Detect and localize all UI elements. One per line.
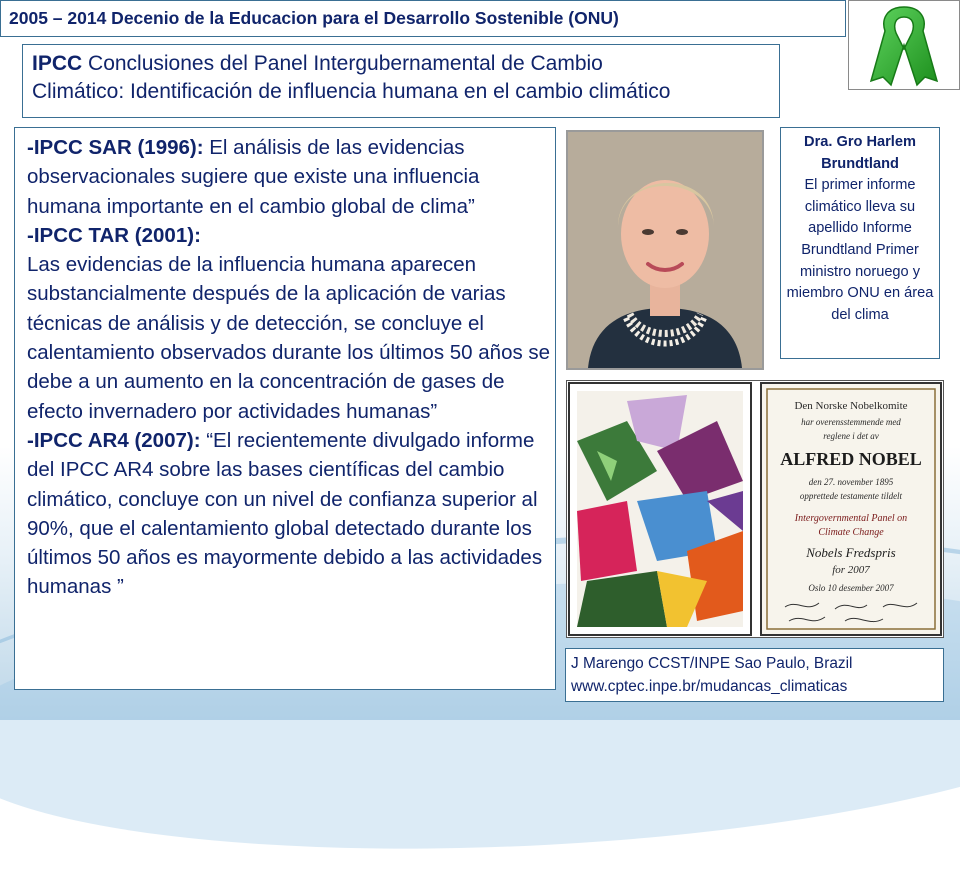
title-line2: Climático: Identificación de influencia humana en el cambio climático <box>32 80 671 103</box>
sar-paragraph <box>27 133 555 221</box>
portrait-caption <box>780 127 940 359</box>
ribbon-logo <box>848 0 960 90</box>
main-text-box <box>14 127 556 690</box>
credit-line1: J Marengo CCST/INPE Sao Paulo, Brazil <box>571 655 853 672</box>
cert-line1: Den Norske Nobelkomite <box>794 400 908 412</box>
cert-line4: den 27. november 1895 <box>808 477 894 487</box>
cert-recipient2: Climate Change <box>818 527 884 538</box>
caption-text: El primer informe climático lleva su apellido Informe Brundtland Primer ministro noruego y miembro ONU en área del clima <box>786 177 934 323</box>
tar-paragraph <box>27 250 555 426</box>
ar4-paragraph <box>27 426 555 602</box>
ribbon-icon <box>849 1 959 89</box>
cert-line2: har overensstemmende med <box>801 417 901 427</box>
sar-label: -IPCC SAR (1996): <box>27 136 204 159</box>
sar-text: El análisis de las evidencias observacionales sugiere que existe una influencia humana importante en el cambio global de clima” <box>27 136 480 218</box>
slide-title <box>22 44 780 118</box>
cert-line5: opprettede testamente tildelt <box>799 491 903 501</box>
cert-recipient1: Intergovernmental Panel on <box>794 513 908 524</box>
tar-label: -IPCC TAR (2001): <box>27 223 201 247</box>
caption-name: Dra. Gro Harlem Brundtland <box>804 134 916 172</box>
nobel-certificate-image <box>567 381 943 637</box>
tar-text: Las evidencias de la influencia humana aparecen substancialmente después de la aplicación de varias técnicas de análisis y de detección, se concluye el calentamiento observados durante los últimos 50 años se debe a un aumento en la concentración de gases de efecto invernadero por actividades humanas” <box>27 253 551 423</box>
credit-line2[interactable]: www.cptec.inpe.br/mudancas_climaticas <box>571 678 848 695</box>
ar4-label: -IPCC AR4 (2007): <box>27 428 201 452</box>
cert-name: ALFRED NOBEL <box>780 449 922 469</box>
cert-year: for 2007 <box>832 564 870 576</box>
cert-line3: reglene i det av <box>823 431 879 441</box>
cert-place: Oslo 10 desember 2007 <box>808 583 894 593</box>
title-bold: IPCC <box>32 52 83 75</box>
portrait-image <box>568 132 762 368</box>
credit-box <box>565 648 944 702</box>
nobel-certificate <box>566 380 944 638</box>
tar-label-paragraph <box>27 221 555 250</box>
ar4-text: “El recientemente divulgado informe del IPCC AR4 sobre las bases científicas del cambio climático, concluye con un nivel de confianza superior al 90%, que el calentamiento global detectado durante los últimos 50 años es mayormente debido a las actividades humanas ” <box>27 428 543 599</box>
cert-prize: Nobels Fredspris <box>806 545 896 560</box>
title-line1: Conclusiones del Panel Intergubernamental de Cambio <box>82 52 603 75</box>
header-banner <box>0 0 846 37</box>
header-text: 2005 – 2014 Decenio de la Educacion para el Desarrollo Sostenible (ONU) <box>9 8 619 28</box>
portrait-photo <box>566 130 764 370</box>
